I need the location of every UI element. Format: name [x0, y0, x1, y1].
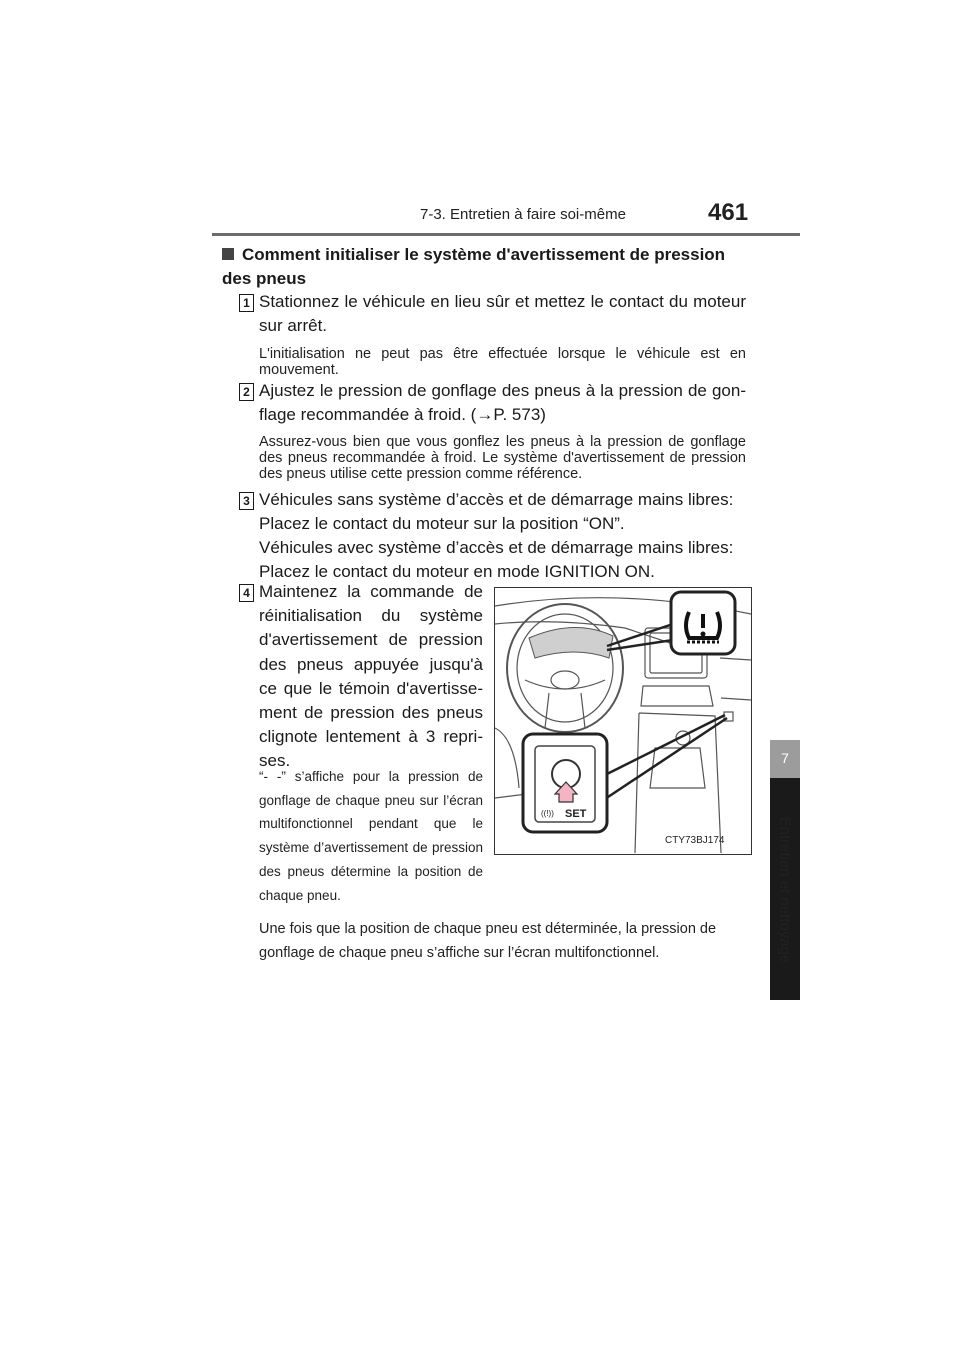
step-4-note: “- -” s’affiche pour la pression de gonflage de chaque pneu sur l’écran multifonctionnel pendant que le système d’avertissement de pression des pneus détermine la position de chaque pneu. — [259, 769, 483, 903]
step-3-line-1: Véhicules sans système d’accès et de démarrage mains libres: — [259, 490, 734, 509]
tire-pressure-warning-icon — [671, 592, 735, 654]
svg-text:((!)): ((!)) — [541, 809, 554, 818]
step-number-2: 2 — [239, 383, 254, 401]
step-1-note: L'initialisation ne peut pas être effectuée lorsque le véhicule est en mouvement. — [259, 346, 746, 378]
step-1-text: Stationnez le véhicule en lieu sûr et mettez le contact du moteur sur arrêt. — [259, 292, 746, 335]
page-number: 461 — [708, 199, 749, 226]
chapter-number: 7 — [781, 750, 789, 766]
dashboard-drawing — [495, 588, 751, 854]
chapter-tab — [770, 740, 800, 778]
step-3-line-3: Véhicules avec système d’accès et de démarrage mains libres: — [259, 538, 734, 557]
step-3-line-4: Placez le contact du moteur en mode IGNITION ON. — [259, 562, 655, 581]
dashboard-illustration — [494, 587, 752, 855]
heading-text: Comment initialiser le système d'avertissement de pression des pneus — [222, 245, 726, 288]
step-4-text: Maintenez la commande de réinitialisation du système d'avertissement de pression des pneus appuyée jusqu'à ce que le témoin d'avertissement de pression des pneus clignote lentement à 3 reprises. — [259, 582, 483, 771]
step-2-text: Ajustez le pression de gonflage des pneus à la pression de gonflage recommandée à froid. (→P. 573) — [259, 381, 746, 424]
step-3-text — [259, 488, 759, 584]
step-4-final-note: Une fois que la position de chaque pneu est déterminée, la pression de gonflage de chaque pneu s’affiche sur l’écran multifonctionnel. — [259, 921, 717, 961]
heading-square-icon — [222, 248, 234, 260]
set-button-label: SET — [565, 808, 587, 820]
header-rule — [212, 233, 800, 236]
figure-code: CTY73BJ174 — [665, 835, 725, 846]
step-2-note: Assurez-vous bien que vous gonflez les pneus à la pression de gonflage des pneus recommandée à froid. Le système d'avertissement de pression des pneus utilise cette pression comme référence. — [259, 434, 746, 482]
step-number-1: 1 — [239, 294, 254, 312]
step-3-line-2: Placez le contact du moteur sur la position “ON”. — [259, 514, 625, 533]
chapter-title: Entretien et nettoyage — [776, 816, 794, 964]
section-heading — [222, 243, 746, 291]
tpms-set-button-callout — [523, 734, 607, 832]
header-section-title: 7-3. Entretien à faire soi-même — [420, 206, 626, 223]
step-number-4: 4 — [239, 584, 254, 602]
step-number-3: 3 — [239, 492, 254, 510]
